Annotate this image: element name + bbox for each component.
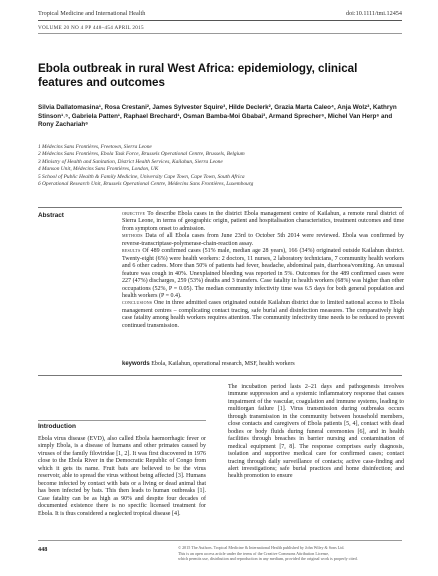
results-label: results (122, 248, 141, 255)
volume-divider (38, 33, 402, 34)
license-line: This is an open access article under the terms of the Creative Commons Attribution License, (178, 550, 330, 556)
header-divider (38, 20, 402, 21)
affiliation-item: 3 Ministry of Health and Sanitation, District Health Services, Kailahun, Sierra Leone (38, 158, 223, 165)
intro-paragraph: Ebola virus disease (EVD), also called Ebola haemorrhagic fever or simply Ebola, is a disease of humans and other primates caused by viruses of the family filoviridae [1, 2]. It was first discovered in 1976 close to the Ebola River in the Democratic Republic of Congo from which it gets its name. Fruit bats are believed to be the virus reservoir, able to spread the virus without being affected [3]. Humans become infected by contact with bats or a living or dead animal that has been infected by bats. This then leads to human outbreaks [1]. Case fatality can be as high as 90% and despite four decades of documented existence there is no specific licensed treatment for Ebola. It is thus considered a neglected tropical disease [4]. (38, 436, 206, 517)
methods-label: methods (122, 233, 143, 240)
journal-name: Tropical Medicine and International Health (38, 10, 146, 17)
doi-link[interactable]: doi:10.1111/tmi.12454 (345, 10, 402, 17)
methods-text: Data of all Ebola cases from June 23rd to October 5th 2014 were reviewed. Ebola was confirmed by reverse-transcriptase-polymerase-chain-reaction assay. (122, 233, 404, 247)
body-paragraph: The incubation period lasts 2–21 days and pathogenesis involves immune suppression and a systemic inflammatory response that causes impairment of the vascular, coagulation and immune systems, leading to multiorgan failure [1]. Virus transmission during outbreaks occurs through transmission in the community between household members, close contacts and caregivers of Ebola patients [5, 4], contact with dead bodies or body fluids during funeral ceremonies [6], and in health facilities through breaches in barrier nursing and contamination of medical equipment [7, 8]. The response comprises early diagnosis, isolation and supportive medical care for confirmed cases; contact tracing through daily surveillance of contacts; active case-finding and alert investigations; safe burial practices and home disinfection; and health promotion to ensure (228, 384, 404, 480)
footer-divider (38, 540, 402, 541)
license-notice (178, 545, 406, 562)
license-line: which permits use, distribution and reproduction in any medium, provided the original work is properly cited. (178, 556, 358, 562)
keywords-line (122, 361, 404, 367)
intro-divider (38, 420, 206, 421)
affiliation-item: 6 Operational Research Unit, Brussels Operational Centre, Médecins Sans Frontières, Luxembourg (38, 181, 254, 188)
affiliation-item: 2 Médecins Sans Frontières, Ebola Task Force, Brussels Operational Centre, Brussels, Belgium (38, 151, 245, 158)
abstract-top-divider (38, 207, 402, 208)
copyright-line: © 2015 The Authors. Tropical Medicine & International Health published by John Wiley & Sons Ltd. (178, 545, 345, 550)
results-text: Of 489 confirmed cases (51% male, median age 28 years), 166 (34%) originated outside Kailahun district. Twenty-eight (6%) were health workers: 2 doctors, 11 nurses, 2 laboratory technicians, 7 community health workers and 6 other cadres. More than 50% of patients had fever, headache, abdominal pain, diarrhoea/vomiting. An unusual feature was cough in 40%. Unexplained bleeding was reported in 5%. Outcomes for the 489 confirmed cases were 227 (47%) discharges, 259 (53%) deaths and 3 transfers. Case fatality in health workers (68%) was higher than other occupations (52%, P = 0.05). The median community infectivity time was 6.5 days for both general population and health workers (P = 0.4). (122, 248, 404, 299)
keywords-text: Ebola, Kailahun, operational research, MSF, health workers (151, 361, 295, 367)
abstract-heading: Abstract (38, 212, 64, 219)
keywords-label: keywords (122, 361, 150, 367)
conclusions-label: conclusions (122, 300, 153, 307)
affiliation-item: 1 Médecins Sans Frontières, Freetown, Sierra Leone (38, 144, 152, 150)
volume-line: VOLUME 20 NO 4 PP 448–454 APRIL 2015 (38, 25, 144, 31)
affiliation-item: 4 Manson Unit, Médecins Sans Frontières, London, UK (38, 166, 159, 173)
author-list: Silvia Dallatomasina¹, Rosa Crestani², James Sylvester Squire³, Hilde Declerk², Grazia Marta Caleo⁴, Anja Wolz², Kathryn Stinson¹˒⁵, Gabriela Patten¹, Raphael Brechard¹, Osman Bamba-Moi Gbabai³, Armand Sprecher⁶, Michel Van Herp⁶ and Rony Zachariah⁶ (38, 104, 397, 129)
objective-label: objective (122, 211, 146, 217)
affiliation-list (38, 144, 408, 188)
conclusions-text: One in three admitted cases originated outside Kailahun district due to limited national access to Ebola management centres – complicating contact tracing, safe burial and disinfection measures. The comparatively high case fatality among health workers requires attention. The community infectivity time needs to be reduced to prevent continued transmission. (122, 300, 405, 329)
article-title: Ebola outbreak in rural West Africa: epidemiology, clinical features and outcomes (38, 62, 358, 89)
intro-heading: Introduction (38, 423, 76, 430)
page-number: 448 (38, 546, 48, 553)
objective-text: To describe Ebola cases in the district Ebola management centre of Kailahun, a remote rural district of Sierra Leone, in terms of geographic origin, patient and hospitalisation characteristics, treatment outcomes and time from symptom onset to admission. (122, 211, 404, 232)
affiliation-item: 5 School of Public Health & Family Medicine, University Cape Town, Cape Town, South Africa (38, 173, 245, 180)
abstract-bottom-divider (38, 375, 402, 376)
abstract-body (122, 211, 404, 330)
